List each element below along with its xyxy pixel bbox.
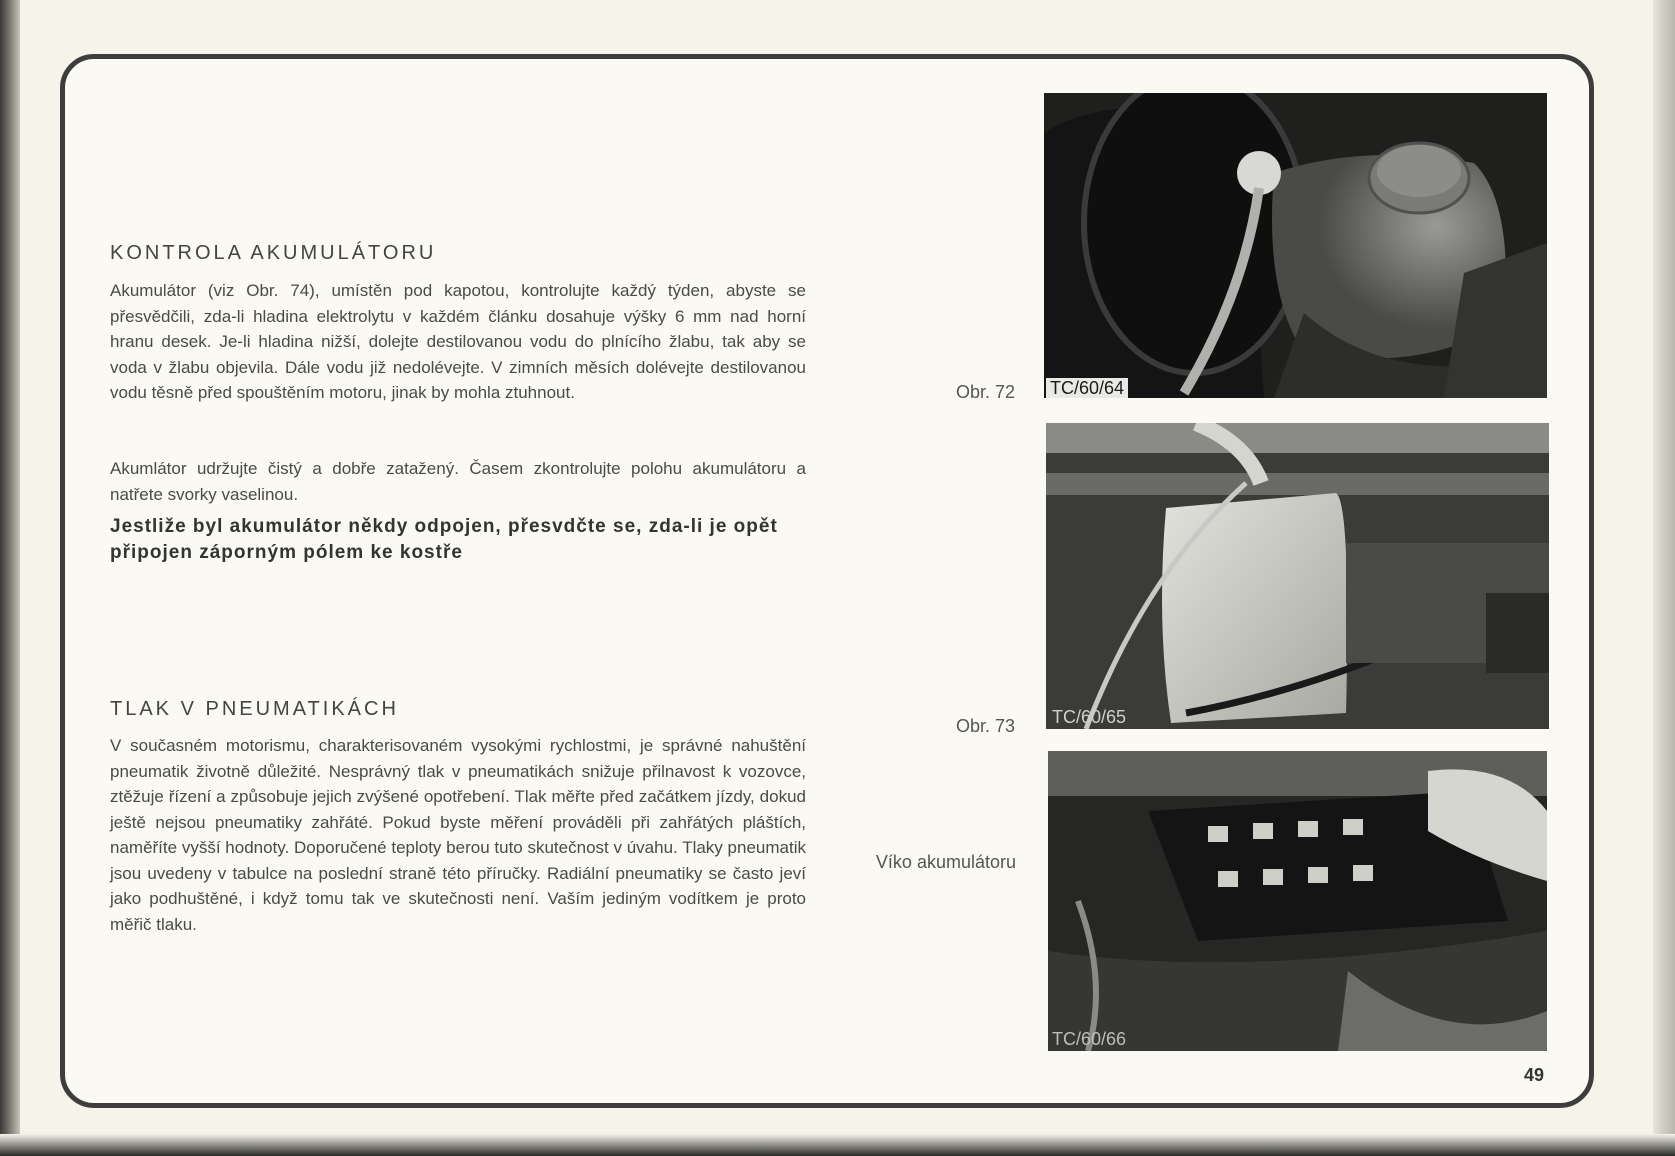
tires-section-heading: TLAK V PNEUMATIKÁCH	[110, 698, 399, 720]
tires-paragraph: V současném motorismu, charakterisovaném vysokými rychlostmi, je správné nahuštění pneumatik životně důležité. Nesprávný tlak v pneumatikách snižuje přilnavost k vozovce, ztěžuje řízení a způsobuje jejich zvýšené opotřebení. Tlak měřte před začátkem jízdy, dokud ještě nejsou pneumatiky zahřáté. Pokud byste měření prováděli při zahřátých pláštích, naměříte vyšší hodnoty. Doporučené teploty berou tuto skutečnost v úvahu. Tlaky pneumatik jsou uvedeny v tabulce na poslední straně této příručky. Radiální pneumatiky se často jeví jako podhuštěné, i když tomu tak ve skutečnosti není. Vaším jediným vodítkem je proto měřič tlaku.	[110, 736, 806, 934]
battery-warning: Jestliže byl akumulátor někdy odpojen, přesvdčte se, zda-li je opět připojen záporným pólem ke kostře	[110, 516, 778, 563]
figure-battery-cover-code: TC/60/66	[1052, 1029, 1127, 1049]
figure-73-photo	[1046, 423, 1549, 729]
book-spine-right	[1653, 0, 1675, 1156]
page-bottom-shadow	[0, 1134, 1675, 1156]
battery-paragraph-1: Akumulátor (viz Obr. 74), umístěn pod kapotou, kontrolujte každý týden, abyste se přesvědčili, zda-li hladina elektrolytu v každém článku dosahuje výšky 6 mm nad horní hranu desek. Je-li hladina nižší, dolejte destilovanou vodu do plnícího žlabu, tak aby se voda v žlabu objevila. Dále vodu již nedolévejte. V zimních měsích dolévejte destilovanou vodu těsně před spouštěním motoru, jinak by mohla ztuhnout.	[110, 281, 806, 402]
battery-paragraph-2: Akumlátor udržujte čistý a dobře zatažený. Časem zkontrolujte polohu akumulátoru a natřete svorky vaselinou.	[110, 459, 806, 504]
figure-73-caption: Obr. 73	[955, 716, 1015, 736]
figure-battery-cover-caption: Víko akumulátoru	[875, 852, 1016, 872]
figure-73-code: TC/60/65	[1052, 707, 1127, 727]
page-number: 49	[1524, 1065, 1545, 1085]
book-spine-left	[0, 0, 20, 1156]
figure-72-code: TC/60/64	[1046, 378, 1128, 398]
figure-72-caption: Obr. 72	[955, 382, 1015, 402]
figure-battery-cover-photo	[1048, 751, 1547, 1051]
figure-72-photo	[1044, 93, 1547, 398]
battery-section-heading: KONTROLA AKUMULÁTORU	[110, 242, 437, 264]
